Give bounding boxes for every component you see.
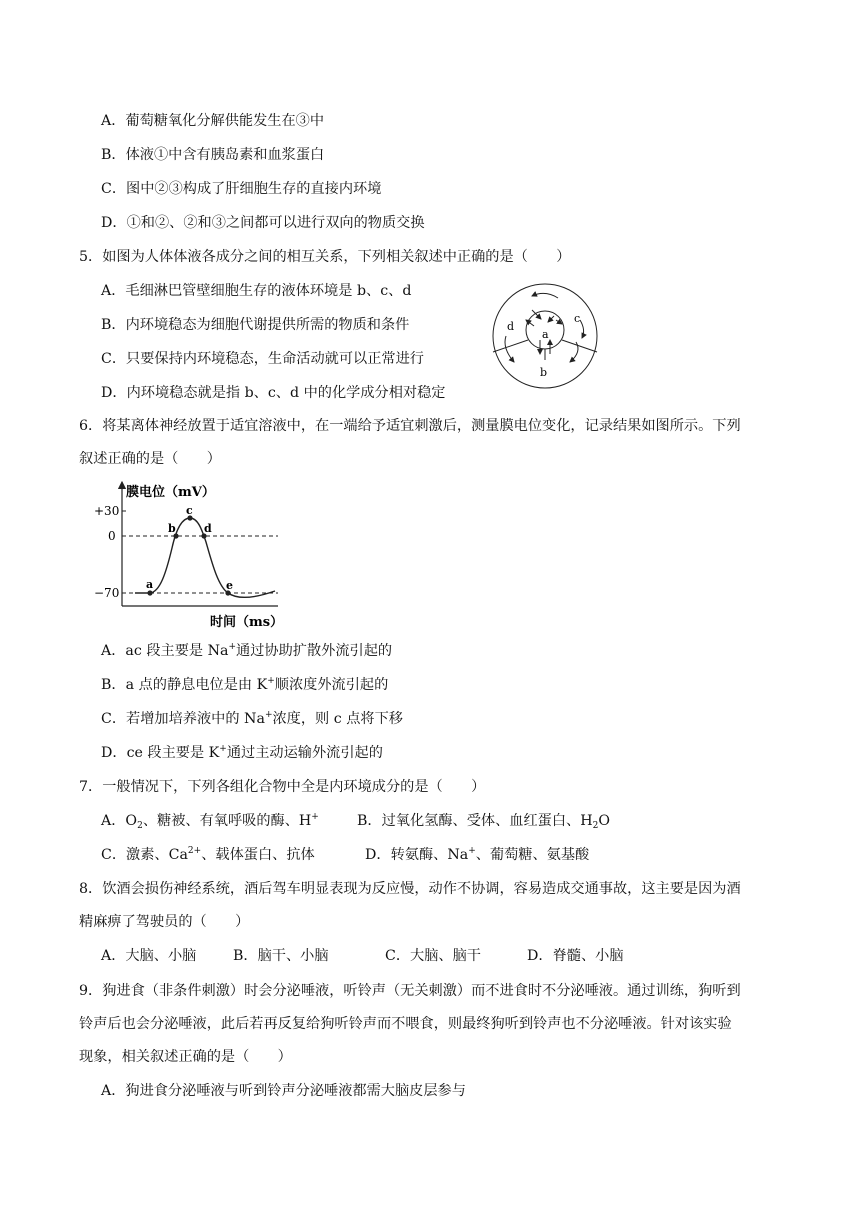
point-d: d (204, 522, 212, 535)
tick-zero: 0 (108, 529, 116, 543)
label-a: a (542, 328, 549, 341)
q7-option-b: B．过氧化氢酶、受体、血红蛋白、$H_2O$ (357, 813, 610, 831)
q7-option-d: D．转氨酶、Na+、葡萄糖、氨基酸 (365, 846, 590, 863)
q5-option-a: A．毛细淋巴管壁细胞生存的液体环境是 b、c、d (101, 283, 412, 299)
q6-option-c: C．若增加培养液中的 Na+浓度，则 c 点将下移 (101, 710, 403, 727)
q8-stem-line1: 8．饮酒会损伤神经系统，酒后驾车明显表现为反应慢，动作不协调，容易造成交通事故，这主要是因为酒 (79, 881, 741, 897)
tick-minus70: −70 (94, 586, 120, 600)
body-fluid-diagram (490, 282, 600, 390)
q7-stem: 7．一般情况下，下列各组化合物中全是内环境成分的是（ ） (79, 779, 486, 795)
q5-option-c: C．只要保持内环境稳态，生命活动就可以正常进行 (101, 351, 424, 367)
q6-option-d: D．ce 段主要是 K+通过主动运输外流引起的 (101, 744, 383, 761)
q6-stem-line2: 叙述正确的是（ ） (79, 451, 221, 467)
q9-stem-line3: 现象，相关叙述正确的是（ ） (79, 1049, 292, 1065)
q8-option-a: A．大脑、小脑 (101, 948, 197, 964)
q9-option-a: A．狗进食分泌唾液与听到铃声分泌唾液都需大脑皮层参与 (101, 1083, 466, 1099)
q8-stem-line2: 精麻痹了驾驶员的（ ） (79, 914, 250, 930)
q8-option-c: C．大脑、脑干 (385, 948, 481, 964)
q5-stem: 5．如图为人体体液各成分之间的相互关系，下列相关叙述中正确的是（ ） (79, 249, 571, 265)
q8-option-d: D．脊髓、小脑 (527, 948, 624, 964)
q6-stem-line1: 6．将某离体神经放置于适宜溶液中，在一端给予适宜刺激后，测量膜电位变化，记录结果如图所示。下列 (79, 418, 741, 434)
point-b: b (168, 522, 176, 535)
y-axis-label: 膜电位（mV） (126, 485, 215, 500)
q7-option-a: A．$O_2$、糖被、有氧呼吸的酶、H+ (101, 812, 319, 831)
x-axis-label: 时间（ms） (210, 615, 284, 630)
q8-option-b: B．脑干、小脑 (233, 948, 329, 964)
q7-option-c: C．激素、$Ca^{2+}$、载体蛋白、抗体 (101, 846, 315, 863)
q4-option-c: C．图中②③构成了肝细胞生存的直接内环境 (101, 181, 382, 197)
membrane-potential-graph (90, 478, 290, 630)
q6-option-b: B．a 点的静息电位是由 K+顺浓度外流引起的 (101, 676, 389, 693)
tick-plus30: +30 (94, 504, 120, 518)
q9-stem-line2: 铃声后也会分泌唾液，此后若再反复给狗听铃声而不喂食，则最终狗听到铃声也不分泌唾液。针对该实验 (79, 1016, 732, 1032)
q9-stem-line1: 9．狗进食（非条件刺激）时会分泌唾液，听铃声（无关刺激）而不进食时不分泌唾液。通过训练，狗听到 (79, 983, 741, 999)
point-e: e (226, 579, 233, 592)
q6-option-a: A．ac 段主要是 Na+通过协助扩散外流引起的 (101, 642, 393, 659)
label-d: d (507, 320, 515, 333)
q4-option-b: B．体液①中含有胰岛素和血浆蛋白 (101, 147, 325, 163)
q4-option-a: A．葡萄糖氧化分解供能发生在③中 (101, 113, 325, 129)
q4-option-d: D．①和②、②和③之间都可以进行双向的物质交换 (101, 215, 425, 231)
label-b: b (540, 366, 548, 379)
q5-option-d: D．内环境稳态就是指 b、c、d 中的化学成分相对稳定 (101, 385, 446, 401)
point-a: a (146, 578, 154, 591)
label-c: c (574, 312, 581, 325)
q5-option-b: B．内环境稳态为细胞代谢提供所需的物质和条件 (101, 317, 410, 333)
point-c: c (186, 504, 193, 517)
